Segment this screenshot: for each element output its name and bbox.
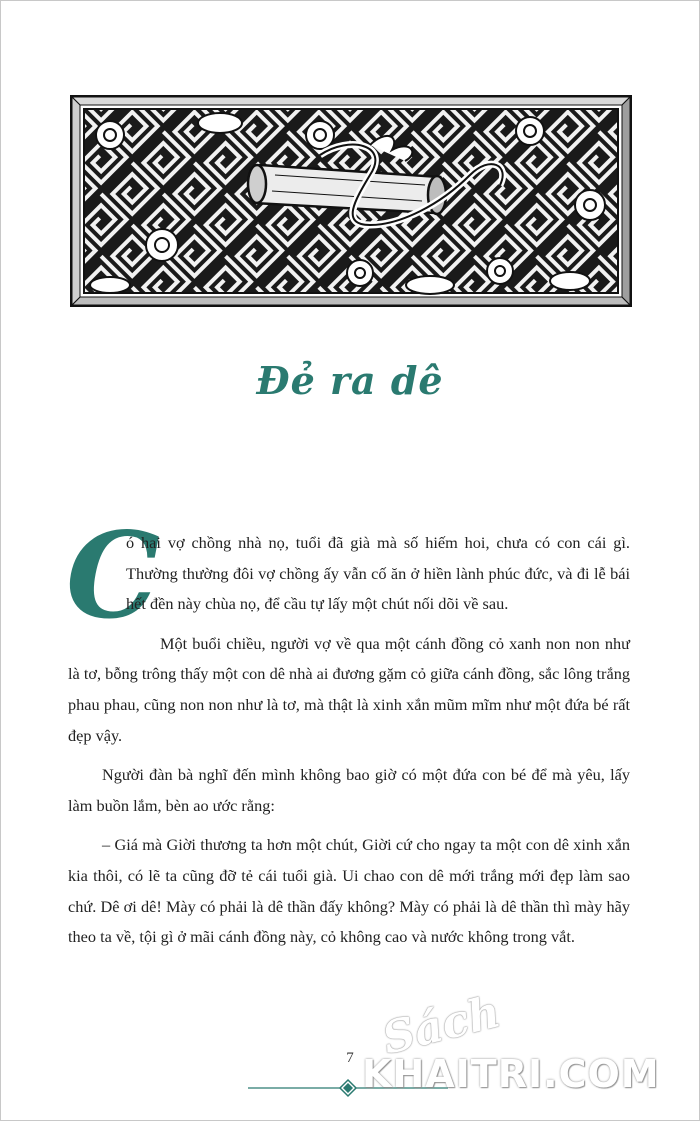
- watermark-brand: KHAITRI.COM: [362, 1052, 660, 1096]
- story-body: [66, 506, 630, 962]
- paragraph-2: Một buổi chiều, người vợ về qua một cánh đồng cỏ xanh non non như là tơ, bỗng trông thấy một con dê nhà ai đương gặm cỏ giữa cánh đồng, sắc lông trắng phau phau, cũng non non như là tơ, mà thật là xinh xắn mũm mĩm như một đứa bé rất đẹp vậy.: [68, 633, 630, 745]
- watermark-script: Sách: [377, 986, 506, 1065]
- paragraph-4: – Giá mà Giời thương ta hơn một chút, Giời cứ cho ngay ta một con dê xinh xắn kia thôi, có lẽ ta cũng đỡ tẻ cái tuổi già. Ui chao con dê mới trắng mới đẹp làm sao chứ. Dê ơi dê! Mày có phải là dê thần đấy không? Mày có phải là dê thần thì mày hãy theo ta về, tội gì ở mãi cánh đồng này, cỏ không cao và nước không trong vắt.: [68, 835, 630, 947]
- drop-cap: C: [66, 506, 160, 645]
- paragraph-3: Người đàn bà nghĩ đến mình không bao giờ có một đứa con bé để mà yêu, lấy làm buồn lắm, bèn ao ước rằng:: [68, 765, 630, 815]
- watermark: [362, 986, 692, 1110]
- ornamental-header-illustration: [70, 95, 632, 307]
- page-number: 7: [346, 1050, 354, 1066]
- paragraph-1-text: ó hai vợ chồng nhà nọ, tuổi đã già mà số hiếm hoi, chưa có con cái gì. Thường thường đôi vợ chồng ấy vẫn cố ăn ở hiền lành phúc đức, và đi lễ bái hết đền này chùa nọ, để cầu tự lấy một chút nối dõi về sau.: [126, 533, 630, 614]
- paragraph-1: [66, 506, 630, 645]
- page-title: Đẻ ra dê: [256, 358, 444, 403]
